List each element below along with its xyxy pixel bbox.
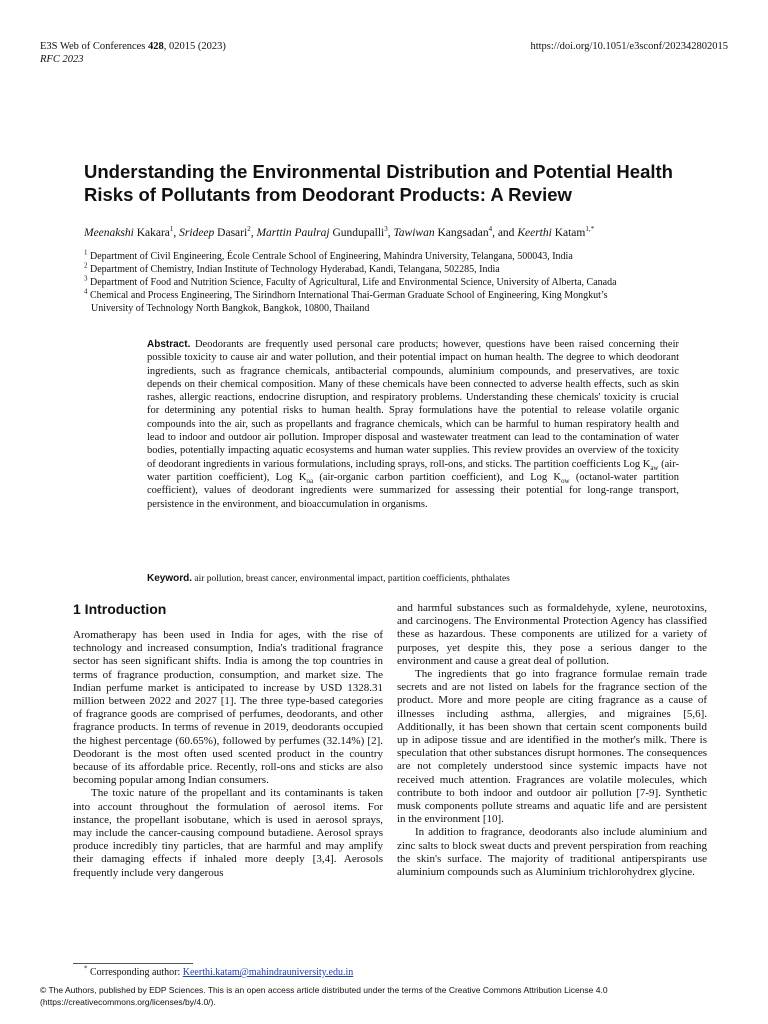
- affiliation: $^3$ Department of Food and Nutrition Science, Faculty of Agricultural, Life and Environmental Science, University of Alberta, Canada: [84, 274, 617, 288]
- author-family-name: Kakara: [136, 227, 170, 239]
- keywords-label: Keyword.: [147, 573, 193, 584]
- author: [393, 227, 492, 239]
- author: [517, 227, 594, 239]
- affiliation-list: [84, 250, 724, 315]
- author-given-name: Tawiwan: [393, 227, 435, 239]
- paragraph: In addition to fragrance, deodorants also include aluminium and zinc salts to block sweat ducts and prevent perspiration from reaching the skin's surface. The majority of traditional antiperspirants use aluminium compounds such as Aluminium trichlorohydrex glycine.: [397, 826, 707, 879]
- author-family-name: Katam: [554, 227, 586, 239]
- author-family-name: Gundupalli: [332, 227, 385, 239]
- author-affiliation-mark: 4: [488, 225, 493, 234]
- affiliation-continued: University of Technology North Bangkok, Bangkok, 10800, Thailand: [91, 303, 370, 314]
- author: [256, 227, 387, 239]
- license-notice: © The Authors, published by EDP Sciences. This is an open access article distributed under the terms of the Creative Commons Attribution License 4.0 (https://creativecommons.org/licenses/by/4.0/).: [40, 984, 730, 1008]
- corresponding-email-link[interactable]: Keerthi.katam@mahindrauniversity.edu.in: [182, 967, 354, 978]
- author-affiliation-mark: 2: [247, 225, 251, 234]
- paragraph: and harmful substances such as formaldehyde, xylene, neurotoxins, and carcinogens. The Environmental Protection Agency has classified these as hazardous. These components are utilized for a variety of purposes, yet despite this, they pose a serious danger to the environment and cause a great deal of pollution.: [397, 602, 707, 667]
- author-given-name: Marttin Paulraj: [256, 227, 330, 239]
- author-affiliation-mark: 1: [169, 225, 174, 234]
- affiliation: $^1$ Department of Civil Engineering, École Centrale School of Engineering, Mahindra University, Telangana, 500043, India: [84, 248, 573, 262]
- abstract-label: Abstract.: [147, 339, 191, 350]
- author-affiliation-mark: 1,*: [585, 225, 595, 234]
- paragraph: The toxic nature of the propellant and its contaminants is taken into account throughout the formulation of aerosol items. For instance, the propellant isobutane, which is used in aerosol sprays, may include the cancer-causing compound butadiene. Aerosol sprays produce incredibly tiny particles, that are harmful and may amplify their damaging effects if inhaled more deeply [3,4]. Aerosols frequently include very dangerous: [73, 787, 383, 879]
- author-list: Meenakshi Kakara$^1$, Srideep Dasari$^2$, Marttin Paulraj Gundupalli$^3$, Tawiwan Kangsadan$^4$, and Keerthi Katam$^{1,*}$: [84, 225, 595, 239]
- running-header-left: [40, 40, 226, 66]
- footnote-mark: *: [84, 964, 88, 973]
- license-url[interactable]: (https://creativecommons.org/licenses/by/4.0/).: [40, 997, 216, 1007]
- author-given-name: Srideep: [179, 227, 215, 239]
- right-column: [397, 602, 707, 879]
- conference-name: RFC 2023: [40, 54, 84, 65]
- author: [179, 227, 251, 239]
- affiliation: $^4$ Chemical and Process Engineering, The Sirindhorn International Thai-German Graduate School of Engineering, King Mongkut’s: [84, 287, 608, 301]
- keywords: Keyword. air pollution, breast cancer, environmental impact, partition coefficients, phthalates: [147, 573, 510, 584]
- paragraph: Aromatherapy has been used in India for ages, with the rise of technology and increased consumption, India's traditional fragrance sector has seen significant shifts. India is among the top countries in terms of fragrance production, consumption, and market size. The Indian perfume market is anticipated to increase by USD 1328.31 million between 2022 and 2027 [1]. The three type-based categories of fragrance goods are comprised of perfumes, deodorants, and other fragrance products. In terms of revenue in 2019, deodorants occupied the highest percentage (60.65%), followed by perfumes (32.14%) [2]. Deodorant is the most often used scented product in the country because of its affordable price. Recently, roll-ons and sticks are also becoming popular among Indian consumers.: [73, 629, 383, 787]
- journal-citation: E3S Web of Conferences 428, 02015 (2023): [40, 41, 226, 52]
- author-affiliation-mark: 3: [384, 225, 388, 234]
- abstract: Abstract. Deodorants are frequently used personal care products; however, questions have been raised concerning their possible toxicity to cause air and water pollution, and their potential impact on human health. The degree to which deodorant ingredients, such as fragrance chemicals, antibacterial compounds, aluminium compounds, and preservatives, are toxic depends on their chemical composition. Many of these chemicals have been connected to adverse health effects, such as skin rashes, allergic reactions, endocrine disruption, and respiratory problems. Understanding these chemicals' toxicity is crucial for determining any potential risks to human health. Spray formulations have the potential to release volatile organic compounds into the air, such as propellants and fragrance chemicals, which can be harmful to human respiratory health and lead to indoor and outdoor air pollution. Improper disposal and wastewater treatment can lead to the contamination of water bodies, potentially impacting aquatic ecosystems and human water supplies. This review provides an overview of the toxicity of deodorant ingredients in various formulations, including sprays, roll-ons, and sticks. The partition coefficients Log $K_{aw}$ (air-water partition coefficient), Log $K_{oa}$ (air-organic carbon partition coefficient), and Log $K_{ow}$ (octanol-water partition coefficient), values of deodorant ingredients were summarized for assessing their potential for long-range transport, persistence in the environment, and bioaccumulation in organisms.: [147, 339, 679, 510]
- author-family-name: Kangsadan: [437, 227, 489, 239]
- doi-link[interactable]: https://doi.org/10.1051/e3sconf/202342802015: [530, 41, 728, 52]
- author-family-name: Dasari: [217, 227, 248, 239]
- left-column: [73, 629, 383, 880]
- paragraph: The ingredients that go into fragrance formulae remain trade secrets and are not listed on labels for the fragrance section of the product. More and more people are citing fragrance as a cause of illnesses including asthma, allergies, and migraines [5,6]. Additionally, it has been shown that certain scent components build up in adipose tissue and are identified in the mother's milk. There is speculation that other substances disrupt hormones. The consequences are not completely understood since systemic impacts have not received much attention. Fragrances are volatile molecules, which contribute to both indoor and outdoor air pollution [7-9]. Synthetic musk components pollute streams and aquatic life and are persistent in the environment [10].: [397, 668, 707, 826]
- footnote-divider: [73, 963, 193, 964]
- author: [84, 227, 173, 239]
- author-given-name: Keerthi: [517, 227, 552, 239]
- author-given-name: Meenakshi: [84, 227, 134, 239]
- footnote: * Corresponding author: Keerthi.katam@mahindrauniversity.edu.in: [84, 964, 354, 978]
- paper-title: Understanding the Environmental Distribution and Potential Health Risks of Pollutants from Deodorant Products: A Review: [84, 161, 673, 205]
- affiliation: $^2$ Department of Chemistry, Indian Institute of Technology Hyderabad, Kandi, Telangana, 502285, India: [84, 261, 500, 275]
- journal-volume: 428: [148, 41, 164, 52]
- section-heading: 1 Introduction: [73, 601, 167, 617]
